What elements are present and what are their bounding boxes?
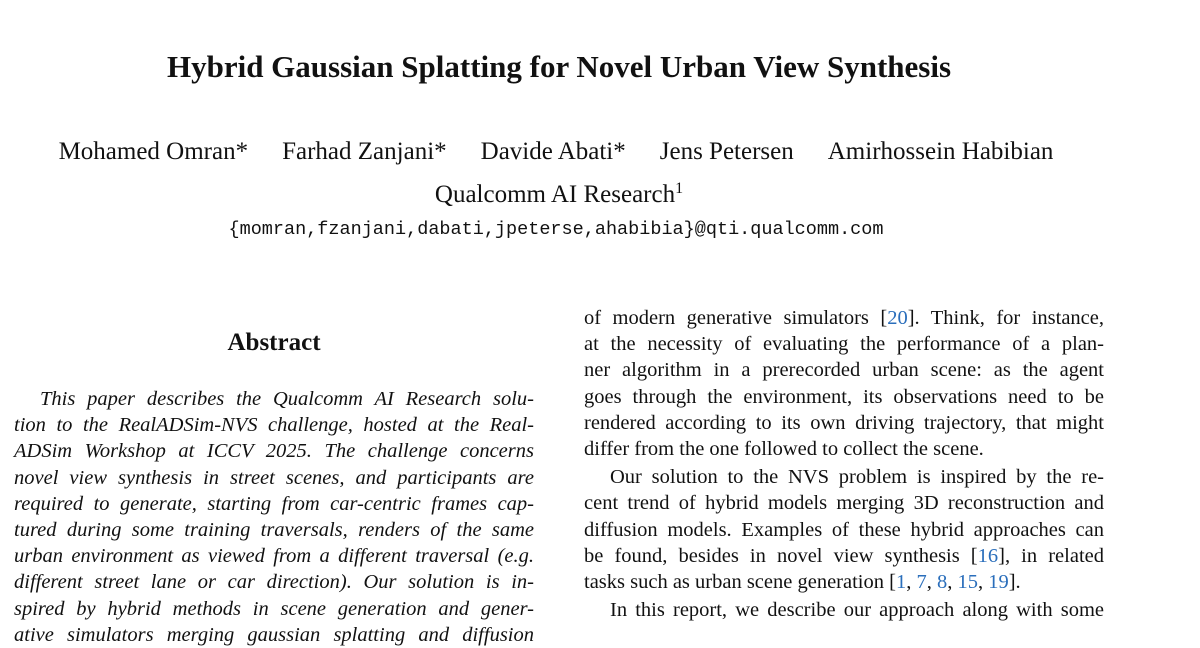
- body-line: In this report, we describe our approach along with some: [610, 599, 1104, 622]
- abstract-line: different street lane or car direction). Our solution is in-: [14, 571, 534, 594]
- body-line: [584, 543, 1104, 569]
- citation-link[interactable]: 16: [977, 544, 999, 567]
- abstract-line: tion to the RealADSim-NVS challenge, hosted at the Real-: [14, 414, 534, 437]
- abstract-line: ADSim Workshop at ICCV 2025. The challenge concerns: [14, 440, 534, 463]
- author-emails: {momran,fzanjani,dabati,jpeterse,ahabibia}@qti.qualcomm.com: [228, 219, 884, 240]
- abstract-line: urban environment as viewed from a different traversal (e.g.: [14, 545, 534, 568]
- abstract-line: ative simulators merging gaussian splatting and diffusion: [14, 623, 534, 646]
- body-text: ,: [906, 571, 917, 594]
- body-line: diffusion models. Examples of these hybrid approaches can: [584, 518, 1104, 541]
- author-name: Davide Abati*: [480, 138, 626, 165]
- body-line: Our solution to the NVS problem is inspired by the re-: [610, 466, 1104, 489]
- affiliation-footnote-mark: 1: [675, 180, 684, 197]
- author-name: Jens Petersen: [659, 138, 794, 165]
- affiliation: [0, 179, 1118, 211]
- body-text: of modern generative simulators [: [584, 307, 888, 329]
- body-text: ,: [947, 571, 958, 594]
- author-name: Mohamed Omran*: [58, 138, 249, 165]
- body-line: cent trend of hybrid models merging 3D reconstruction and: [584, 492, 1104, 515]
- body-line: [584, 569, 1104, 595]
- citation-link[interactable]: 8: [936, 571, 948, 594]
- citation-link[interactable]: 19: [988, 571, 1009, 594]
- citation-link[interactable]: 15: [957, 571, 978, 594]
- body-line: rendered according to its own driving trajectory, that might: [584, 411, 1104, 434]
- body-text: ,: [977, 571, 989, 594]
- author-name: Farhad Zanjani*: [282, 138, 447, 165]
- body-text: ,: [926, 571, 937, 594]
- citation-link[interactable]: 7: [916, 571, 927, 594]
- body-text: ]. Think, for instance,: [907, 307, 1104, 329]
- abstract-line: spired by hybrid methods in scene generation and gener-: [14, 597, 534, 620]
- body-text: ], in related: [998, 544, 1104, 567]
- citation-link[interactable]: 1: [895, 571, 907, 594]
- abstract-line: tured during some training traversals, renders of the same: [14, 519, 534, 542]
- body-text: be found, besides in novel view synthesis [: [584, 544, 978, 567]
- citation-link[interactable]: 20: [887, 307, 908, 329]
- abstract-line: This paper describes the Qualcomm AI Research solu-: [40, 388, 534, 410]
- intro-body: [584, 305, 1104, 623]
- paper-title: Hybrid Gaussian Splatting for Novel Urban View Synthesis: [166, 49, 952, 84]
- abstract-heading: Abstract: [227, 329, 321, 356]
- body-line: ner algorithm in a prerecorded urban scene: as the agent: [584, 359, 1104, 382]
- body-line: differ from the one followed to collect the scene.: [584, 438, 984, 461]
- body-text: ].: [1008, 571, 1021, 594]
- author-list: [0, 136, 1112, 168]
- affiliation-name: Qualcomm AI Research: [434, 181, 676, 208]
- body-line: [584, 305, 1104, 331]
- abstract-body: [14, 386, 534, 648]
- body-line: goes through the environment, its observations need to be: [584, 385, 1104, 408]
- body-text: tasks such as urban scene generation [: [584, 571, 896, 594]
- body-line: at the necessity of evaluating the performance of a plan-: [584, 333, 1104, 356]
- author-name: Amirhossein Habibian: [827, 138, 1054, 165]
- abstract-line: novel view synthesis in street scenes, and participants are: [14, 466, 534, 489]
- abstract-line: required to generate, starting from car-centric frames cap-: [14, 492, 534, 515]
